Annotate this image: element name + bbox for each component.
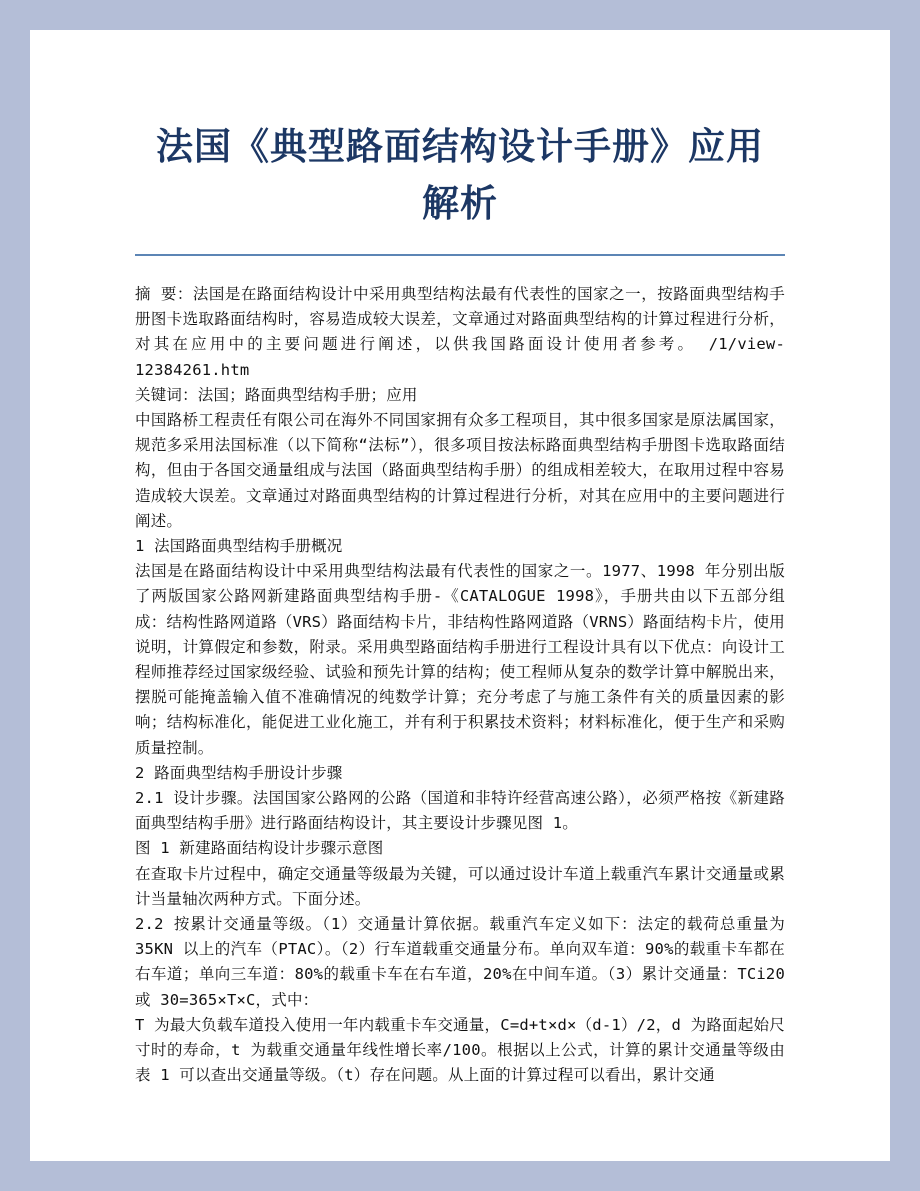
title-line-1: 法国《典型路面结构设计手册》应用 [156,125,764,168]
paragraph-section-2-2: 2.2 按累计交通量等级。（1）交通量计算依据。载重汽车定义如下：法定的载荷总重量为 35KN 以上的汽车（PTAC）。（2）行车道载重交通量分布。单向双车道：90%的载重卡车都在右车道；单向三车道：80%的载重卡车在右车道，20%在中间车道。（3）累计交通量：TCi20 或 30=365×T×C，式中： [135,915,785,1009]
paragraph-introduction: 中国路桥工程责任有限公司在海外不同国家拥有众多工程项目，其中很多国家是原法属国家，规范多采用法国标准（以下简称“法标”），很多项目按法标路面典型结构手册图卡选取路面结构，但由于各国交通量组成与法国（路面典型结构手册）的组成相差较大，在取用过程中容易造成较大误差。文章通过对路面典型结构的计算过程进行分析，对其在应用中的主要问题进行阐述。 [135,411,785,530]
figure-1-caption: 图 1 新建路面结构设计步骤示意图 [135,839,384,858]
document-body [135,282,785,1089]
paragraph-abstract: 摘 要：法国是在路面结构设计中采用典型结构法最有代表性的国家之一，按路面典型结构手册图卡选取路面结构时，容易造成较大误差，文章通过对路面典型结构的计算过程进行分析，对其在应用中的主要问题进行阐述，以供我国路面设计使用者参考。 /1/view-12384261.htm [135,285,785,379]
heading-section-2: 2 路面典型结构手册设计步骤 [135,763,343,782]
paragraph-section-2-1: 2.1 设计步骤。法国国家公路网的公路（国道和非特许经营高速公路），必须严格按《新建路面典型结构手册》进行路面结构设计，其主要设计步骤见图 1。 [135,789,785,833]
paragraph-traffic-level: 在查取卡片过程中，确定交通量等级最为关键，可以通过设计车道上载重汽车累计交通量或累计当量轴次两种方式。下面分述。 [135,864,785,908]
page-title [135,118,785,232]
paragraph-keywords: 关键词：法国；路面典型结构手册；应用 [135,385,418,404]
paragraph-section-1-body: 法国是在路面结构设计中采用典型结构法最有代表性的国家之一。1977、1998 年分别出版了两版国家公路网新建路面典型结构手册-《CATALOGUE 1998》，手册共由以下五部分组成：结构性路网道路（VRS）路面结构卡片，非结构性路网道路（VRNS）路面结构卡片，使用说明，计算假定和参数，附录。采用典型路面结构手册进行工程设计具有以下优点：向设计工程师推荐经过国家级经验、试验和预先计算的结构；使工程师从复杂的数学计算中解脱出来，摆脱可能掩盖输入值不准确情况的纯数学计算；充分考虑了与施工条件有关的质量因素的影响；结构标准化，能促进工业化施工，并有利于积累技术资料；材料标准化，便于生产和采购质量控制。 [135,562,785,757]
heading-section-1: 1 法国路面典型结构手册概况 [135,537,343,556]
paragraph-formula: T 为最大负载车道投入使用一年内载重卡车交通量，C=d+t×d×（d-1）/2，d 为路面起始尺寸时的寿命，t 为载重交通量年线性增长率/100。根据以上公式，计算的累计交通量等级由表 1 可以查出交通量等级。（t）存在问题。从上面的计算过程可以看出，累计交通 [135,1015,785,1085]
title-divider [135,254,785,256]
title-line-2: 解析 [422,182,498,225]
document-page [30,30,890,1161]
